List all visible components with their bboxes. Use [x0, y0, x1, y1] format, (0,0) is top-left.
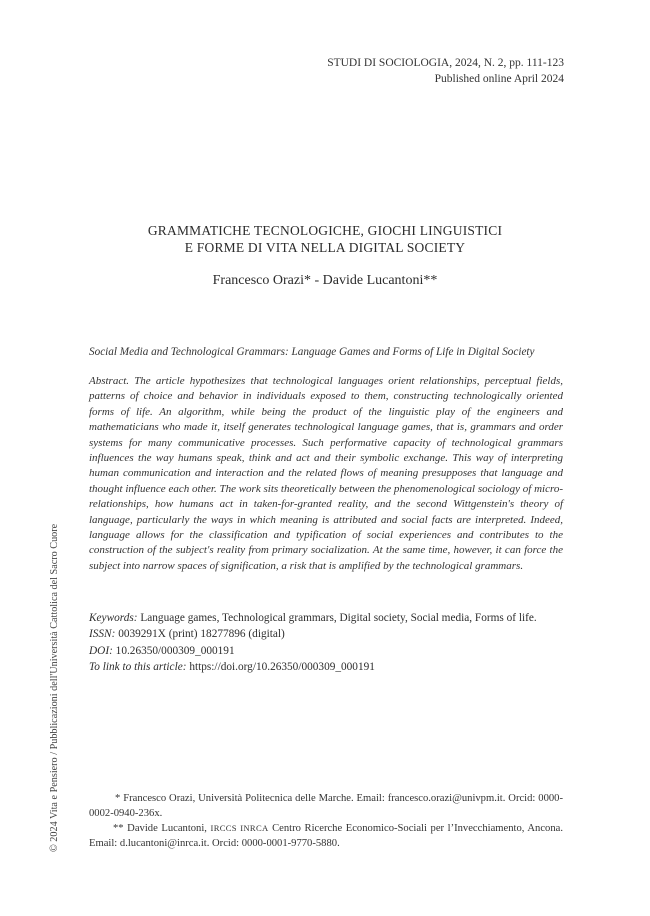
- keywords-value: Language games, Technological grammars, Digital society, Social media, Forms of life.: [140, 612, 537, 624]
- doi-label: DOI:: [89, 644, 113, 657]
- journal-citation: STUDI DI SOCIOLOGIA, 2024, N. 2, pp. 111-123: [327, 57, 564, 69]
- article-title: [0, 222, 650, 256]
- journal-header: [327, 55, 564, 87]
- article-title-line-2: E FORME DI VITA NELLA DIGITAL SOCIETY: [184, 240, 466, 255]
- doi-value: 10.26350/000309_000191: [115, 644, 235, 657]
- abstract: Abstract. The article hypothesizes that technological languages orient relationships, perceptual fields, patterns of choice and behavior in individuals exposed to them, constructing technologically oriented forms of life. An algorithm, while being the product of the linguistic play of the engineers and mathematicians who made it, itself generates technological language games, that is, grammars and order systems for many communicative processes. Such performative capacity of technological grammars influences the way humans speak, think and act and their symbolic exchange. This way of interpreting human communication and interaction and the related flows of meaning presupposes that language and thought influence each other. The work sits theoretically between the phenomenological sociology of micro-relationships, how humans act in taken-for-granted reality, and the second Wittgenstein's theory of language, particularly the ways in which meaning is attributed and social facts are interpreted. Indeed, language allows for the classification and typification of social experiences and contributes to the construction of the subject's reality from primary socialization. At the same time, however, it can force the subject into narrow spaces of signification, a risk that is amplified by the technological grammars.: [89, 375, 563, 572]
- footnote-2-prefix: ** Davide Lucantoni,: [113, 823, 207, 834]
- english-title: Social Media and Technological Grammars: Language Games and Forms of Life in Digital Society: [89, 346, 535, 358]
- side-copyright: © 2024 Vita e Pensiero / Pubblicazioni dell'Università Cattolica del Sacro Cuore: [49, 523, 60, 852]
- footnotes: [89, 791, 563, 851]
- doi-row: [89, 643, 569, 659]
- footnote-1: * Francesco Orazi, Università Politecnica delle Marche. Email: francesco.orazi@univpm.it. Orcid: 0000-0002-0940-236x.: [89, 793, 563, 819]
- footnote-2: [89, 821, 563, 851]
- keywords-row: [89, 610, 569, 626]
- article-link[interactable]: https://doi.org/10.26350/000309_000191: [189, 660, 375, 673]
- issn-row: [89, 626, 569, 642]
- issn-value: 0039291X (print) 18277896 (digital): [118, 628, 285, 641]
- keywords-label: Keywords:: [89, 612, 138, 624]
- footnote-2-organization: IRCCS INRCA: [210, 823, 269, 833]
- footnote-2-rest: Centro Ricerche Economico-Sociali per l’Invecchiamento, Ancona. Email: d.lucantoni@inrca.it. Orcid: 0000-0001-9770-5880.: [89, 823, 563, 849]
- article-link-row: [89, 659, 569, 675]
- publication-date: Published online April 2024: [434, 73, 564, 85]
- authors: Francesco Orazi* - Davide Lucantoni**: [212, 273, 438, 288]
- issn-label: ISSN:: [89, 628, 116, 641]
- article-metadata: [89, 610, 569, 675]
- article-title-line-1: GRAMMATICHE TECNOLOGICHE, GIOCHI LINGUISTICI: [147, 223, 503, 238]
- article-link-label: To link to this article:: [89, 660, 187, 673]
